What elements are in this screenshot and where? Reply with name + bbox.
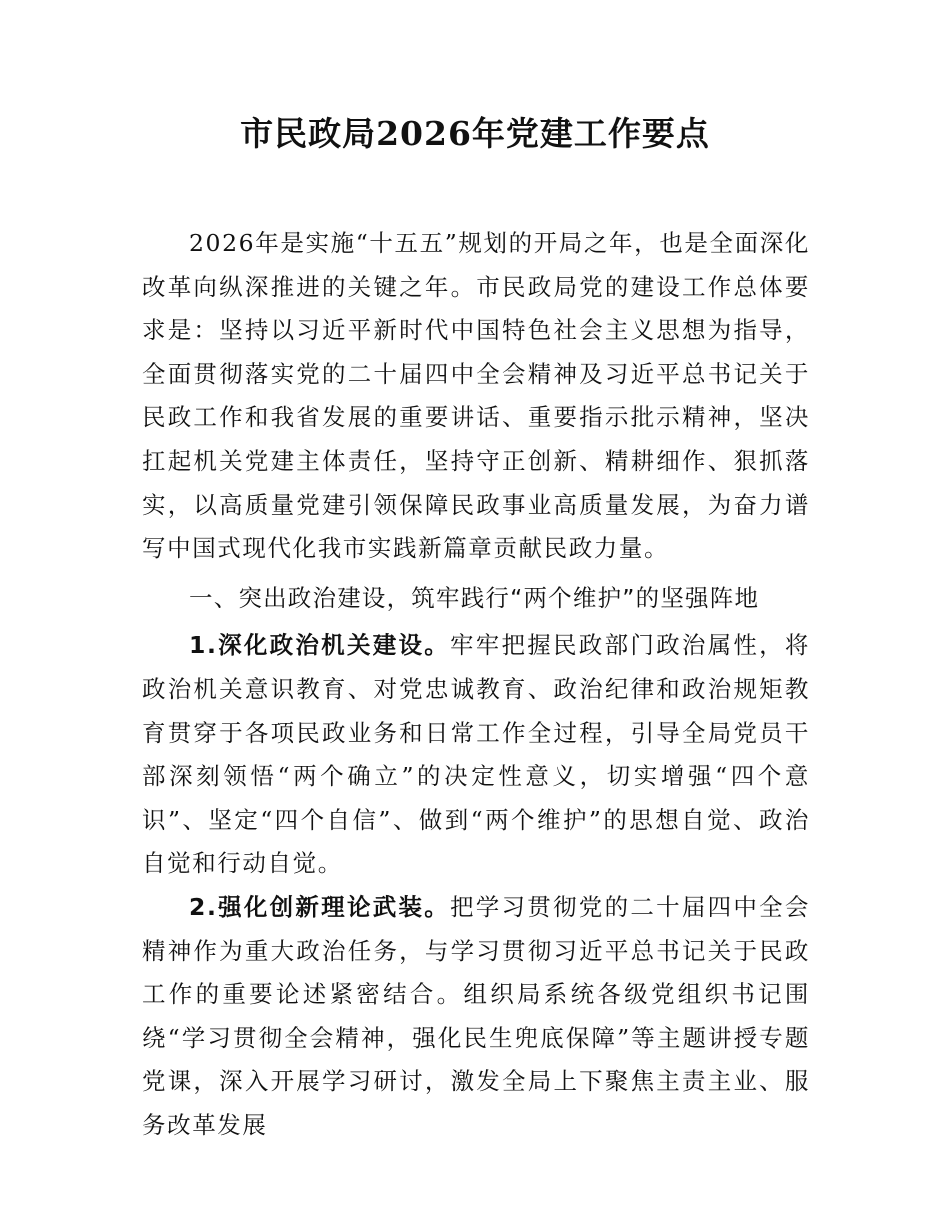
- document-body: [142, 222, 810, 1147]
- item-1-text: 牢牢把握民政部门政治属性，将政治机关意识教育、对党忠诚教育、政治纪律和政治规矩教育贯穿于各项民政业务和日常工作全过程，引导全局党员干部深刻领悟“两个确立”的决定性意义，切实增强“四个意识”、坚定“四个自信”、做到“两个维护”的思想自觉、政治自觉和行动自觉。: [142, 631, 810, 878]
- section-1-item-1: [142, 624, 810, 886]
- item-2-lead: 2.强化创新理论武装。: [189, 892, 450, 921]
- section-1-item-2: [142, 886, 810, 1148]
- intro-paragraph: 2026年是实施“十五五”规划的开局之年，也是全面深化改革向纵深推进的关键之年。市民政局党的建设工作总体要求是：坚持以习近平新时代中国特色社会主义思想为指导，全面贯彻落实党的二十届四中全会精神及习近平总书记关于民政工作和我省发展的重要讲话、重要指示批示精神，坚决扛起机关党建主体责任，坚持守正创新、精耕细作、狠抓落实，以高质量党建引领保障民政事业高质量发展，为奋力谱写中国式现代化我市实践新篇章贡献民政力量。: [142, 229, 810, 563]
- item-2-text: 把学习贯彻党的二十届四中全会精神作为重大政治任务，与学习贯彻习近平总书记关于民政工作的重要论述紧密结合。组织局系统各级党组织书记围绕“学习贯彻全会精神，强化民生兜底保障”等主题讲授专题党课，深入开展学习研讨，激发全局上下聚焦主责主业、服务改革发展: [142, 892, 810, 1139]
- item-1-lead: 1.深化政治机关建设。: [189, 631, 450, 660]
- section-1-heading: 一、突出政治建设，筑牢践行“两个维护”的坚强阵地: [189, 583, 760, 612]
- document-title: 市民政局2026年党建工作要点: [240, 114, 710, 153]
